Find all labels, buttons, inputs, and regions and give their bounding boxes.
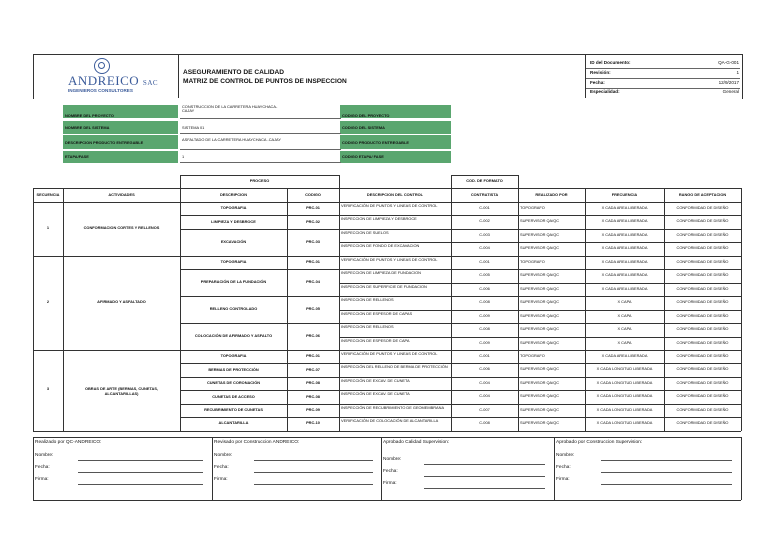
signature-date-field[interactable] (78, 472, 203, 473)
header-control: DESCRIPCION DEL CONTROL (366, 192, 424, 197)
process-code: PRC-02 (306, 218, 320, 224)
frequency: X CAPA (617, 312, 632, 318)
frequency: X CAPA (617, 299, 632, 305)
signature-title: Aprobado Calidad Supervision: (383, 440, 450, 445)
stage-value: 1 (182, 154, 185, 159)
acceptance-range: CONFORMIDAD DE DISEÑO (676, 420, 729, 426)
control-description: INSPECCIÓN DE RECUBRIMIENTO DE GEOMEMBRANA (341, 404, 445, 410)
contractor-format-code: C-001 (479, 205, 490, 210)
project-name-label: NOMBRE DEL PROYECTO (65, 113, 114, 118)
performed-by: SUPERVISOR QA/QC (520, 245, 560, 251)
process-description: ALCANTARILLA (218, 420, 249, 426)
stage-label: ETAPA/FASE (65, 154, 89, 159)
acceptance-range: CONFORMIDAD DE DISEÑO (676, 299, 729, 305)
process-code: PRC-10 (306, 420, 320, 426)
control-description: INSPECCION DE RELLENOS (341, 324, 394, 330)
header-secuencia: SECUENCIA (36, 192, 60, 197)
process-description: CUNETAS DE CORONACIÓN (206, 380, 261, 386)
acceptance-range: CONFORMIDAD DE DISEÑO (676, 218, 729, 224)
process-code: PRC-04 (306, 279, 320, 285)
frequency: X CAPA (617, 339, 632, 345)
performed-by: SUPERVISOR QA/QC (520, 299, 560, 305)
contractor-format-code: C-001 (479, 258, 490, 264)
header-codigo: CODIGO (305, 192, 321, 197)
acceptance-range: CONFORMIDAD DE DISEÑO (676, 285, 729, 291)
process-code: PRC-08 (306, 393, 320, 399)
process-code: PRC-01 (306, 259, 320, 265)
sequence-number: 3 (46, 386, 50, 392)
formato-group-header: COD. DE FORMATO (466, 178, 503, 183)
frequency: X CADA LONGITUD LIBERADA (596, 379, 653, 385)
frequency: X CADA LONGITUD LIBERADA (596, 366, 653, 372)
signature-date-field[interactable] (601, 472, 732, 473)
signature-sign-field[interactable] (254, 484, 372, 485)
frequency: X CADA AREA LIBERADA (601, 272, 648, 278)
signature-sign-label: Firma: (35, 477, 49, 482)
control-description: INSPECCIÓN DE EXCAV. DE CUNETA (341, 377, 410, 383)
acceptance-range: CONFORMIDAD DE DISEÑO (676, 339, 729, 345)
control-description: VERIFICACIÓN DE PUNTOS Y LINEAS DE CONTROL (341, 350, 438, 356)
signature-name-field[interactable] (424, 464, 545, 465)
project-code-label: CODIGO DEL PROYECTO (342, 113, 390, 118)
header-contratista: CONTRATISTA (470, 192, 499, 197)
signature-date-label: Fecha: (383, 469, 398, 474)
contractor-format-code: C-008 (479, 326, 490, 332)
docinfo-value: General (722, 89, 739, 94)
frequency: X CADA AREA LIBERADA (601, 231, 648, 237)
acceptance-range: CONFORMIDAD DE DISEÑO (676, 393, 729, 399)
process-description: CUNETAS DE ACCESO (212, 393, 255, 399)
acceptance-range: CONFORMIDAD DE DISEÑO (676, 312, 729, 318)
performed-by: SUPERVISOR QA/QC (520, 393, 560, 399)
signature-date-field[interactable] (254, 472, 372, 473)
system-code-label: CODIGO DEL SISTEMA (342, 125, 385, 130)
contractor-format-code: C-006 (479, 366, 490, 372)
signature-sign-label: Firma: (214, 477, 228, 482)
performed-by: TOPOGRAFO (520, 352, 545, 358)
docinfo-label: Especialidad: (590, 89, 620, 94)
acceptance-range: CONFORMIDAD DE DISEÑO (676, 352, 729, 358)
contractor-format-code: C-004 (479, 379, 490, 385)
signature-sign-field[interactable] (78, 484, 203, 485)
contractor-format-code: C-004 (479, 245, 490, 251)
sequence-number: 2 (46, 298, 50, 304)
header-descripcion: DESCRIPCION (219, 192, 248, 197)
acceptance-range: CONFORMIDAD DE DISEÑO (676, 258, 729, 264)
company-logo-icon (94, 58, 110, 74)
performed-by: SUPERVISOR QA/QC (520, 339, 560, 345)
performed-by: SUPERVISOR QA/QC (520, 326, 560, 332)
control-description: INSPECCIÓN DEL RELLENO DE BERMA DE PROTECCIÓN (341, 364, 448, 370)
frequency: X CADA AREA LIBERADA (601, 245, 648, 251)
process-description: TOPOGRAFIA (220, 205, 247, 211)
deliverable-value: ASFALTADO DE LA CARRETERA HUAYCHACA -CAJAY (182, 137, 281, 142)
company-subtitle: INGENIEROS CONSULTORES (68, 88, 133, 93)
control-description: INSPECCION DE LIMPIEZA DE FUNDACION (341, 270, 421, 276)
process-description: EXCAVACIÓN (220, 238, 247, 244)
signature-date-label: Fecha: (556, 465, 571, 470)
signature-name-field[interactable] (78, 460, 203, 461)
system-name-value: SISTEMA 01 (182, 125, 205, 130)
performed-by: TOPOGRAFO (520, 205, 545, 210)
performed-by: SUPERVISOR QA/QC (520, 218, 560, 224)
acceptance-range: CONFORMIDAD DE DISEÑO (676, 245, 729, 251)
sequence-number: 1 (46, 224, 50, 230)
signature-name-label: Nombre: (214, 453, 233, 458)
process-code: PRC-03 (306, 238, 320, 244)
signature-name-label: Nombre: (383, 457, 402, 462)
contractor-format-code: C-009 (479, 339, 490, 345)
docinfo-value: QA-G-001 (718, 60, 739, 65)
performed-by: SUPERVISOR QA/QC (520, 406, 560, 412)
process-description: TOPOGRAFIA (220, 259, 247, 265)
signature-sign-label: Firma: (383, 481, 397, 486)
frequency: X CADA LONGITUD LIBERADA (596, 420, 653, 426)
contractor-format-code: C-004 (479, 393, 490, 399)
acceptance-range: CONFORMIDAD DE DISEÑO (676, 205, 729, 210)
contractor-format-code: C-007 (479, 406, 490, 412)
docinfo-value: 12/9/2017 (718, 80, 739, 85)
control-description: VERIFICACIÓN DE PUNTOS Y LINEAS DE CONTROL (341, 256, 438, 262)
control-description: INSPECCION DE RELLENOS (341, 297, 394, 303)
process-description: RELLENO CONTROLADO (209, 306, 258, 312)
header-frecuencia: FRECUENCIA (611, 192, 638, 197)
process-description: LIMPIEZA Y DESBROCE (211, 218, 256, 224)
process-code: PRC-01 (306, 353, 320, 359)
signature-date-field[interactable] (424, 476, 545, 477)
performed-by: SUPERVISOR QA/QC (520, 312, 560, 318)
process-code: PRC-05 (306, 306, 320, 312)
company-logo-text: ANDREICO SAC (68, 73, 159, 88)
performed-by: TOPOGRAFO (520, 258, 545, 264)
frequency: X CADA LONGITUD LIBERADA (596, 393, 653, 399)
performed-by: SUPERVISOR QA/QC (520, 272, 560, 278)
performed-by: SUPERVISOR QA/QC (520, 366, 560, 372)
control-description: INSPECCIÓN DE EXCAV. DE CUNETA (341, 391, 410, 397)
process-description: TOPOGRAFIA (220, 353, 247, 359)
contractor-format-code: C-008 (479, 299, 490, 305)
frequency: X CADA LONGITUD LIBERADA (596, 406, 653, 412)
signature-title: Aprobado por Construccion Supervision: (556, 440, 643, 445)
header-realizado: REALIZADO POR (535, 192, 568, 197)
signature-sign-label: Firma: (556, 477, 570, 482)
stage-code-label: CODIGO ETAPA/ FASE (342, 154, 384, 159)
signature-sign-field[interactable] (424, 488, 545, 489)
frequency: X CADA AREA LIBERADA (601, 352, 648, 358)
activity-name: OBRAS DE ARTE (BERMAS, CUNETAS, ALCANTARILLAS) (84, 386, 159, 396)
document-title: ASEGURAMIENTO DE CALIDAD (183, 69, 284, 76)
process-description: RECUBRIMIENTO DE CUNETAS (204, 406, 263, 412)
process-code: PRC-01 (306, 205, 320, 211)
control-description: VERIFICACIÓN DE COLOCACIÓN DE ALCANTARILLA (341, 418, 439, 424)
header-rango: RANGO DE ACEPTACION (678, 192, 727, 197)
acceptance-range: CONFORMIDAD DE DISEÑO (676, 406, 729, 412)
docinfo-label: Fecha: (590, 80, 605, 85)
control-description: INSPECCION DE FONDO DE EXCAVACION (341, 243, 420, 249)
contractor-format-code: C-006 (479, 285, 490, 291)
acceptance-range: CONFORMIDAD DE DISEÑO (676, 231, 729, 237)
docinfo-label: ID del Documento: (590, 60, 631, 65)
signature-sign-field[interactable] (601, 484, 732, 485)
proceso-group-header: PROCESO (249, 178, 270, 183)
acceptance-range: CONFORMIDAD DE DISEÑO (676, 326, 729, 332)
process-code: PRC-06 (306, 333, 320, 338)
frequency: X CADA AREA LIBERADA (601, 218, 648, 224)
process-description: PREPARACIÓN DE LA FUNDACIÓN (200, 279, 267, 285)
frequency: X CADA AREA LIBERADA (601, 258, 648, 264)
control-description: INSPECCION DE ESPESOR DE CAPA (341, 337, 410, 343)
docinfo-label: Revisión: (590, 70, 611, 75)
control-description: INSPECCION DE LIMPIEZA Y DESBROCE (341, 216, 417, 222)
control-description: VERIFICACIÓN DE PUNTOS Y LINEAS DE CONTROL (341, 203, 438, 208)
process-code: PRC-08 (306, 380, 320, 386)
signature-title: Realizado por QC-ANDREICO: (35, 440, 102, 445)
header-actividades: ACTIVIDADES (108, 192, 135, 197)
contractor-format-code: C-005 (479, 272, 490, 278)
signature-date-label: Fecha: (35, 465, 50, 470)
document-subtitle: MATRIZ DE CONTROL DE PUNTOS DE INSPECCION (183, 78, 347, 85)
process-description: BERMAS DE PROTECCIÓN (208, 366, 259, 372)
contractor-format-code: C-003 (479, 231, 490, 237)
deliverable-label: DESCRIPCION PRODUCTO ENTREGABLE (65, 140, 144, 145)
signature-name-label: Nombre: (35, 453, 54, 458)
performed-by: SUPERVISOR QA/QC (520, 379, 560, 385)
process-code: PRC-09 (306, 406, 320, 412)
performed-by: SUPERVISOR QA/QC (520, 231, 560, 237)
system-name-label: NOMBRE DEL SISTEMA (65, 125, 110, 130)
frequency: X CAPA (617, 326, 632, 332)
frequency: X CADA AREA LIBERADA (601, 205, 648, 210)
frequency: X CADA AREA LIBERADA (601, 285, 648, 291)
activity-name: AFIRMADO Y ASFALTADO (97, 298, 146, 304)
contractor-format-code: C-001 (479, 352, 490, 358)
control-description: INSPECCION DE SUPERFICIE DE FUNDACION (341, 283, 427, 289)
signature-title: Revisado por Construccion ANDREICO: (214, 440, 300, 445)
signature-name-field[interactable] (254, 460, 372, 461)
docinfo-value: 1 (736, 70, 739, 75)
project-name-value: CONSTRUCCION DE LA CARRETERA HUAYCHACA-CAJAY (182, 104, 278, 114)
process-description: COLOCACIÓN DE AFIRMADO Y ASFALTO (194, 333, 273, 338)
acceptance-range: CONFORMIDAD DE DISEÑO (676, 272, 729, 278)
control-description: INSPECCION DE SUELOS (341, 229, 389, 235)
acceptance-range: CONFORMIDAD DE DISEÑO (676, 379, 729, 385)
performed-by: SUPERVISOR QA/QC (520, 285, 560, 291)
process-code: PRC-07 (306, 366, 320, 372)
performed-by: SUPERVISOR QA/QC (520, 420, 560, 426)
contractor-format-code: C-002 (479, 218, 490, 224)
activity-name: CONFORMACION CORTES Y RELLENOS (83, 224, 160, 230)
control-description: INSPECCION DE ESPESOR DE CAPAS (341, 310, 413, 316)
signature-date-label: Fecha: (214, 465, 229, 470)
signature-name-label: Nombre: (556, 453, 575, 458)
contractor-format-code: C-009 (479, 312, 490, 318)
contractor-format-code: C-008 (479, 420, 490, 426)
deliverable-code-label: CODIGO PRODUCTO ENTREGABLE (342, 140, 409, 145)
signature-name-field[interactable] (601, 460, 732, 461)
acceptance-range: CONFORMIDAD DE DISEÑO (676, 366, 729, 372)
